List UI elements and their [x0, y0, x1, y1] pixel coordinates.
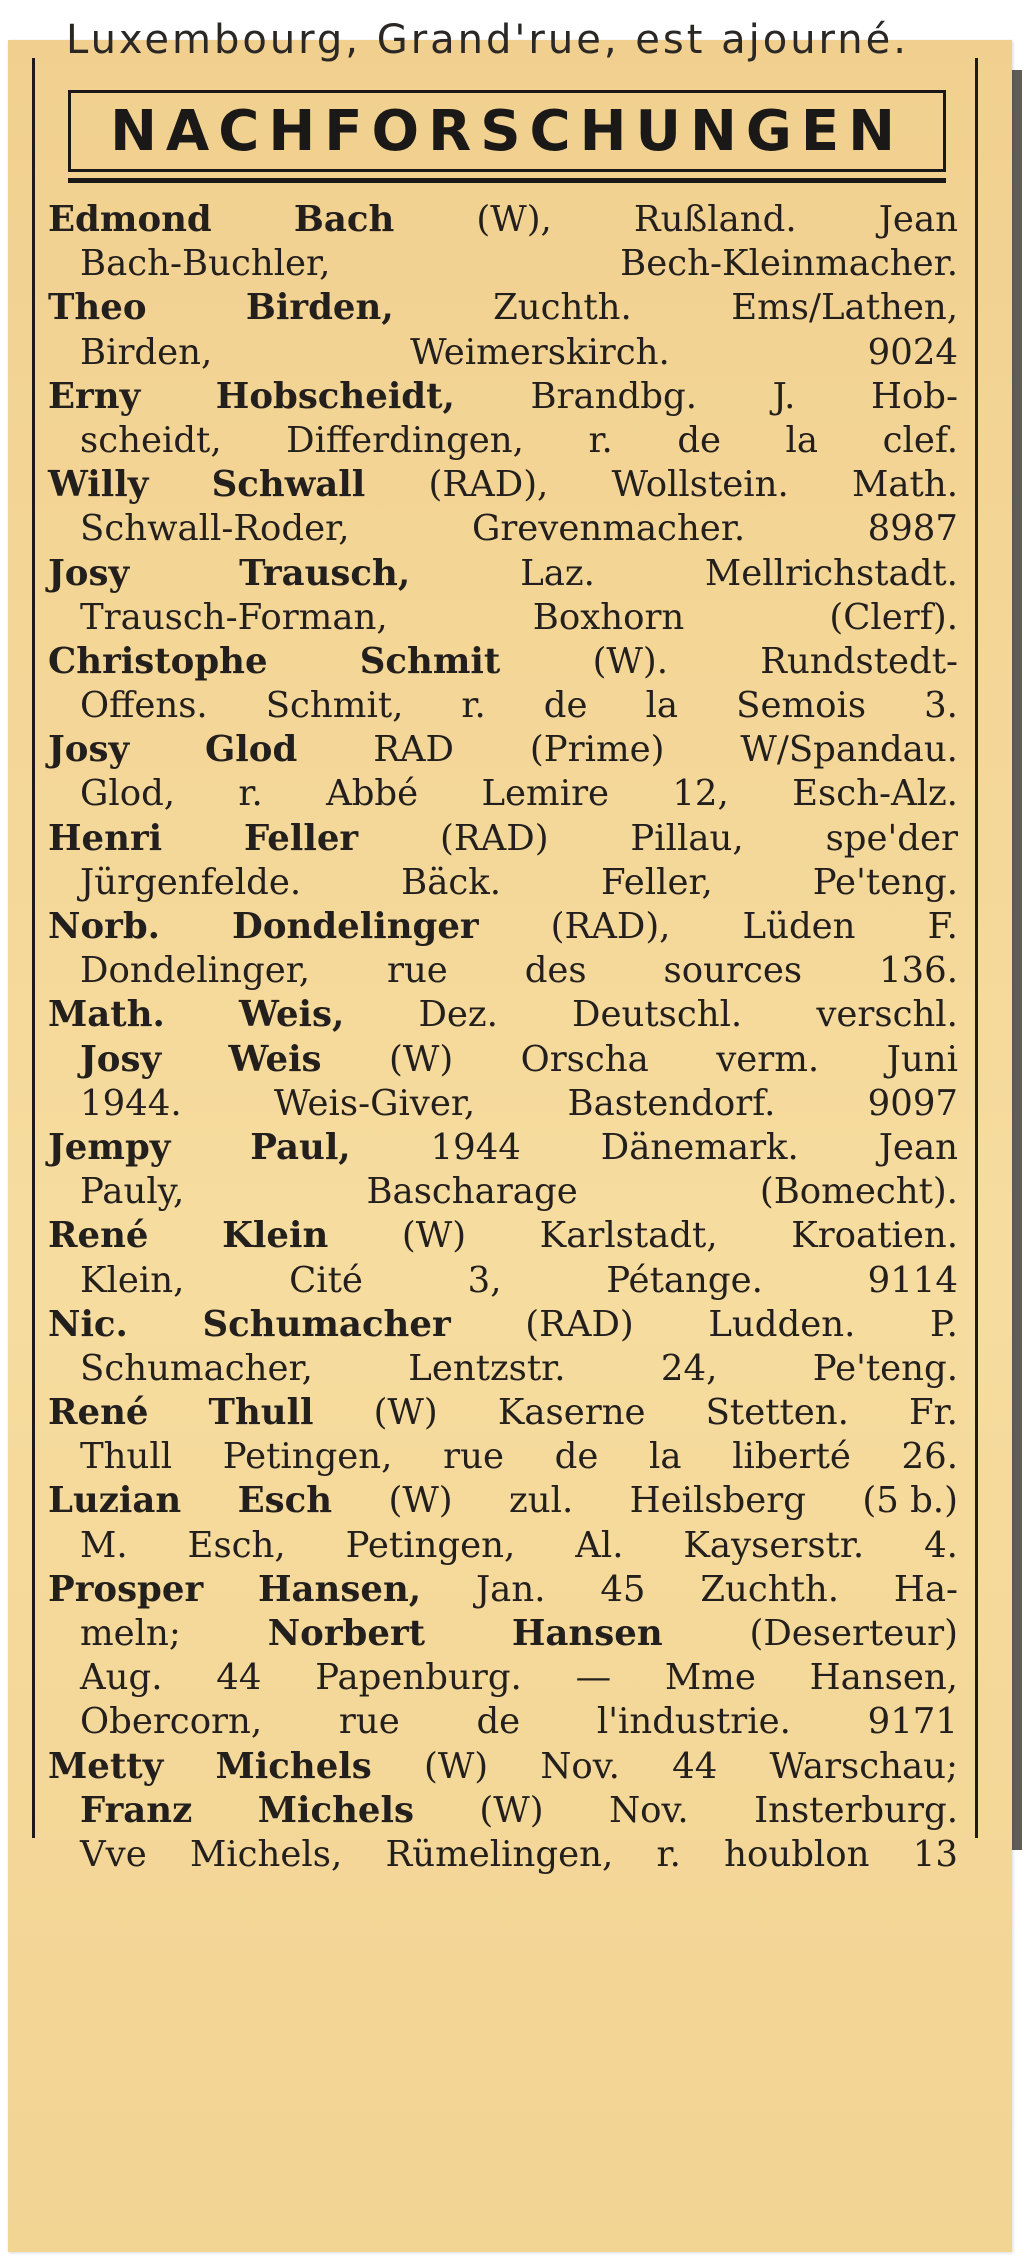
text-line	[48, 1656, 958, 1700]
name-word: Willy	[48, 464, 149, 506]
word: clef.	[882, 419, 958, 461]
word: Weimerskirch.	[410, 331, 670, 373]
name-word: Erny	[48, 375, 141, 417]
word: Michels,	[189, 1833, 343, 1875]
word: des	[524, 950, 587, 992]
word: Dänemark.	[600, 1126, 799, 1168]
word: —	[575, 1657, 612, 1699]
text-line	[48, 993, 958, 1037]
word: Lemire	[481, 773, 610, 815]
text-line	[48, 1214, 958, 1258]
word: Nov.	[609, 1789, 689, 1831]
word: Esch-Alz.	[792, 773, 958, 815]
text-line	[48, 1612, 958, 1656]
name-word: Edmond	[48, 199, 212, 240]
word: 45	[600, 1568, 646, 1610]
word: Math.	[852, 464, 958, 506]
word: Jean	[878, 1126, 958, 1168]
word: Brandbg.	[530, 375, 698, 417]
word: Dez.	[418, 994, 498, 1036]
word: r.	[238, 773, 263, 815]
word: Cité	[289, 1259, 363, 1301]
word: 8987	[867, 508, 958, 550]
name-word: Schmit	[359, 640, 501, 682]
word: Vve	[80, 1833, 147, 1875]
column-rule-right	[975, 58, 978, 1838]
word: Grevenmacher.	[471, 508, 746, 550]
name-word: Weis,	[238, 994, 345, 1036]
text-line	[48, 1126, 958, 1170]
word: zul.	[509, 1480, 574, 1522]
name-word: Esch	[237, 1480, 333, 1522]
word: Dondelinger,	[80, 950, 311, 992]
word: Papenburg.	[315, 1657, 522, 1699]
word: Pe'teng.	[812, 1347, 958, 1389]
word: Kroatien.	[791, 1215, 958, 1257]
name-word: Henri	[48, 817, 163, 859]
text-line	[48, 242, 958, 286]
word: 136.	[878, 950, 958, 992]
word: 13	[912, 1833, 958, 1875]
word: Weis-Giver,	[273, 1082, 476, 1124]
word: Bach-Buchler,	[80, 243, 331, 285]
word: la	[645, 685, 679, 727]
word: scheidt,	[80, 419, 222, 461]
name-word: Glod	[204, 729, 298, 771]
text-line	[48, 286, 958, 330]
word: Nov.	[540, 1745, 620, 1787]
word: (Clerf).	[829, 596, 958, 638]
name-word: Schumacher	[202, 1303, 451, 1345]
word: Thull	[80, 1436, 173, 1478]
name-word: Metty	[48, 1745, 164, 1787]
name-word: Dondelinger	[232, 906, 479, 947]
text-line	[48, 375, 958, 419]
name-word: Prosper	[48, 1568, 204, 1610]
name-word: Christophe	[48, 640, 268, 682]
word: Pe'teng.	[812, 861, 958, 903]
word: Mellrichstadt.	[704, 552, 958, 594]
word: (W)	[373, 1392, 438, 1434]
word: Heilsberg	[629, 1480, 806, 1522]
word: 9114	[867, 1259, 958, 1301]
word: Lüden	[742, 906, 856, 947]
word: de	[543, 685, 588, 727]
name-word: Schwall	[211, 464, 366, 506]
word: Juni	[886, 1038, 958, 1080]
word: Kayserstr.	[683, 1524, 865, 1566]
text-line	[48, 1789, 958, 1833]
word: Zuchth.	[700, 1568, 840, 1610]
newspaper-clipping	[8, 17, 1012, 2252]
entries-column	[48, 198, 958, 1877]
name-word: René	[48, 1392, 149, 1434]
name-word: Thull	[208, 1392, 314, 1434]
word: verm.	[716, 1038, 820, 1080]
name-word: Hobscheidt,	[215, 375, 455, 417]
word: (RAD),	[428, 464, 549, 506]
word: rue	[386, 950, 448, 992]
word: spe'der	[825, 817, 958, 859]
word: 3.	[924, 685, 958, 727]
word: de	[476, 1701, 521, 1743]
word: (Prime)	[529, 729, 665, 771]
word: rue	[443, 1436, 504, 1478]
word: Birden,	[80, 331, 213, 373]
word: Pauly,	[80, 1171, 185, 1213]
word: Insterburg.	[754, 1789, 958, 1831]
text-line	[48, 507, 958, 551]
name-word: Klein	[222, 1215, 329, 1257]
word: Al.	[575, 1524, 624, 1566]
name-word: Theo	[48, 287, 147, 329]
word: Rußland.	[633, 199, 797, 240]
text-line	[48, 1568, 958, 1612]
name-word: Feller	[244, 817, 359, 859]
name-word: Jempy	[48, 1126, 171, 1168]
text-line	[48, 1303, 958, 1347]
name-word: Birden,	[245, 287, 394, 329]
word: Schumacher,	[80, 1347, 313, 1389]
word: 4.	[924, 1524, 958, 1566]
text-line	[48, 817, 958, 861]
word: (RAD),	[550, 906, 671, 947]
word: Offens.	[80, 685, 208, 727]
word: Lentzstr.	[408, 1347, 566, 1389]
word: Trausch-Forman,	[80, 596, 388, 638]
word: Pétange.	[606, 1259, 763, 1301]
name-word: Bach	[293, 199, 395, 240]
word: 9024	[867, 331, 958, 373]
text-line	[48, 1391, 958, 1435]
name-word: Franz	[80, 1789, 193, 1831]
text-line	[48, 552, 958, 596]
word: Kaserne	[497, 1392, 646, 1434]
word: (Bomecht).	[759, 1171, 958, 1213]
text-line	[48, 331, 958, 375]
text-line	[48, 1745, 958, 1789]
word: 24,	[660, 1347, 718, 1389]
word: 12,	[672, 773, 729, 815]
word: Wollstein.	[611, 464, 789, 506]
word: Boxhorn	[532, 596, 685, 638]
word: (W).	[592, 640, 669, 682]
word: W/Spandau.	[740, 729, 958, 771]
word: rue	[338, 1701, 400, 1743]
word: Differdingen,	[286, 419, 524, 461]
word: 1944.	[80, 1082, 182, 1124]
name-word: Josy	[48, 552, 130, 594]
word: r.	[588, 419, 613, 461]
word: (W)	[388, 1480, 453, 1522]
word: (W)	[401, 1215, 467, 1257]
text-line	[48, 905, 958, 949]
cut-off-headline: Luxembourg, Grand'rue, est ajourné.	[66, 17, 909, 63]
section-title: NACHFORSCHUNGEN	[110, 98, 904, 164]
word: Bastendorf.	[567, 1082, 776, 1124]
word: Bäck.	[401, 861, 502, 903]
name-word: Luzian	[48, 1480, 182, 1522]
word: Aug.	[80, 1657, 163, 1699]
text-line	[48, 1479, 958, 1523]
word: Rundstedt-	[760, 640, 958, 682]
name-word: Michels	[215, 1745, 372, 1787]
word: Fr.	[908, 1392, 958, 1434]
name-word: Norbert	[267, 1613, 426, 1654]
word: Laz.	[520, 552, 595, 594]
word: Hob-	[870, 375, 958, 417]
text-line	[48, 1259, 958, 1303]
section-banner	[68, 90, 946, 172]
word: (RAD)	[440, 817, 549, 859]
word: r.	[656, 1833, 681, 1875]
adjacent-column-strip	[1012, 70, 1022, 1850]
word: Bech-Kleinmacher.	[620, 243, 958, 285]
text-line	[48, 1347, 958, 1391]
word: 9097	[867, 1082, 958, 1124]
word: P.	[929, 1303, 958, 1345]
word: Obercorn,	[80, 1701, 263, 1743]
text-line	[48, 1435, 958, 1479]
text-line	[48, 640, 958, 684]
word: (W)	[423, 1745, 489, 1787]
name-word: Nic.	[48, 1303, 128, 1345]
text-line	[48, 1833, 958, 1877]
word: (Deserteur)	[749, 1613, 958, 1654]
name-word: Josy	[80, 1038, 162, 1080]
text-line	[48, 1170, 958, 1214]
word: Jürgenfelde.	[80, 861, 302, 903]
word: (W),	[476, 199, 552, 240]
name-word: René	[48, 1215, 149, 1257]
text-line	[48, 949, 958, 993]
word: Ludden.	[708, 1303, 856, 1345]
word: Schmit,	[265, 685, 404, 727]
text-line	[48, 596, 958, 640]
name-word: Hansen,	[258, 1568, 422, 1610]
name-word: Paul,	[250, 1126, 351, 1168]
word: J.	[772, 375, 796, 417]
word: Glod,	[80, 773, 176, 815]
word: Karlstadt,	[539, 1215, 718, 1257]
word: l'industrie.	[596, 1701, 791, 1743]
word: Klein,	[80, 1259, 185, 1301]
word: Abbé	[326, 773, 419, 815]
word: Deutschl.	[572, 994, 743, 1036]
text-line	[48, 1082, 958, 1126]
text-line	[48, 1524, 958, 1568]
word: RAD	[373, 729, 455, 771]
word: (5 b.)	[862, 1480, 958, 1522]
word: Warschau;	[769, 1745, 958, 1787]
word: M.	[80, 1524, 128, 1566]
word: Esch,	[187, 1524, 286, 1566]
word: sources	[663, 950, 803, 992]
word: de	[554, 1436, 599, 1478]
word: 44	[216, 1657, 262, 1699]
banner-underline	[68, 178, 946, 183]
word: Mme	[664, 1657, 756, 1699]
word: Ha-	[893, 1568, 958, 1610]
text-line	[48, 684, 958, 728]
name-word: Josy	[48, 729, 130, 771]
word: verschl.	[816, 994, 958, 1036]
word: Zuchth.	[493, 287, 632, 329]
word: Jan.	[475, 1568, 546, 1610]
word: de	[677, 419, 722, 461]
text-line	[48, 728, 958, 772]
text-line	[48, 772, 958, 816]
text-line	[48, 1700, 958, 1744]
name-word: Norb.	[48, 906, 161, 947]
word: Bascharage	[366, 1171, 578, 1213]
text-line	[48, 198, 958, 242]
word: Ems/Lathen,	[731, 287, 958, 329]
word: r.	[461, 685, 486, 727]
text-line	[48, 419, 958, 463]
word: 9171	[867, 1701, 958, 1743]
word: Hansen,	[809, 1657, 958, 1699]
text-line	[48, 1038, 958, 1082]
word: (W)	[479, 1789, 544, 1831]
word: Petingen,	[222, 1436, 393, 1478]
word: Rümelingen,	[385, 1833, 614, 1875]
word: (W)	[388, 1038, 454, 1080]
word: Jean	[878, 199, 958, 240]
word: la	[649, 1436, 682, 1478]
word: 1944	[430, 1126, 521, 1168]
word: 44	[672, 1745, 718, 1787]
name-word: Hansen	[511, 1613, 663, 1654]
word: Petingen,	[345, 1524, 516, 1566]
name-word: Weis	[228, 1038, 322, 1080]
name-word: Math.	[48, 994, 165, 1036]
word: Stetten.	[705, 1392, 849, 1434]
word: Pillau,	[630, 817, 744, 859]
word: houblon	[724, 1833, 870, 1875]
word: F.	[927, 906, 958, 947]
name-word: Michels	[257, 1789, 414, 1831]
word: 3,	[467, 1259, 502, 1301]
word: Orscha	[520, 1038, 649, 1080]
word: liberté	[732, 1436, 851, 1478]
text-line	[48, 861, 958, 905]
word: 26.	[901, 1436, 958, 1478]
word: meln;	[80, 1613, 181, 1654]
column-rule-left	[32, 58, 35, 1838]
name-word: Trausch,	[239, 552, 411, 594]
word: Schwall-Roder,	[80, 508, 350, 550]
text-line	[48, 463, 958, 507]
word: Feller,	[601, 861, 713, 903]
word: (RAD)	[525, 1303, 634, 1345]
word: la	[785, 419, 819, 461]
word: Semois	[736, 685, 867, 727]
